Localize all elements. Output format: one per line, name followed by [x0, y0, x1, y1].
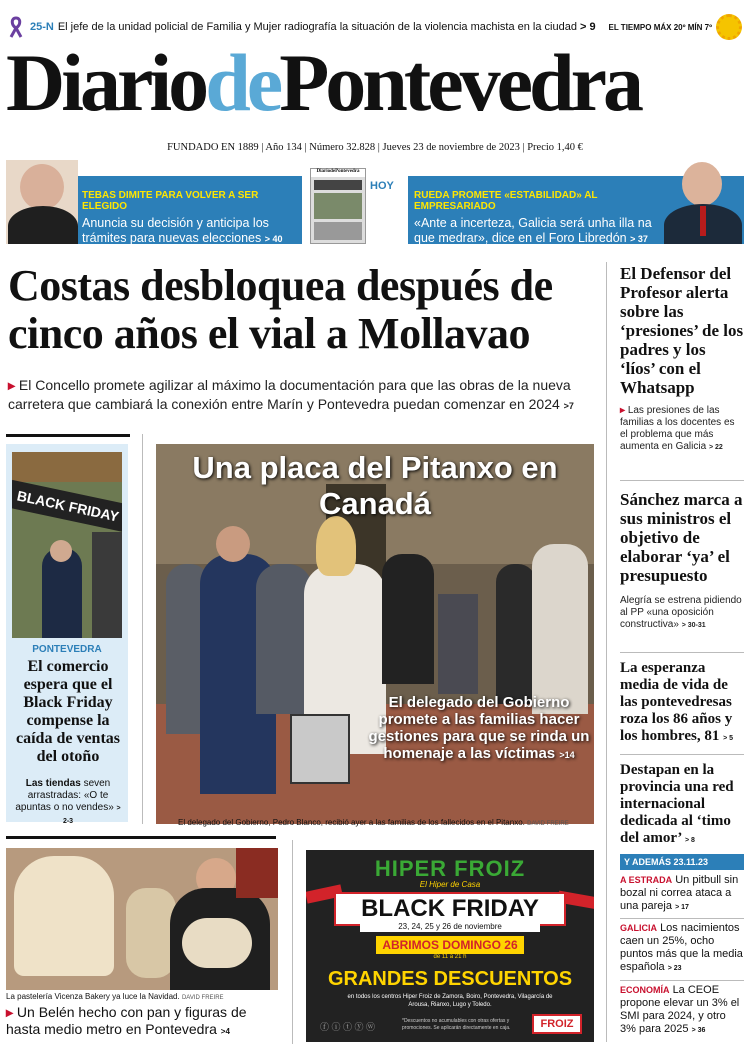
- belen-caption: [6, 992, 278, 1001]
- right-story-2[interactable]: [620, 490, 744, 632]
- ademas-item-3-text: La CEOE propone elevar un 3% el SMI para 2024, y otro 3% para 2025: [620, 984, 740, 1035]
- divider: [620, 980, 744, 981]
- belen-head: Un Belén hecho con pan y figuras de hasta medio metro en Pontevedra: [6, 1004, 247, 1037]
- right-story-3[interactable]: [620, 660, 744, 747]
- ademas-item-2-page: > 23: [667, 965, 682, 972]
- ad-logo: FROIZ: [532, 1014, 582, 1034]
- blackfriday-head: El comercio espera que el Black Friday compense la caída de ventas del otoño: [16, 658, 120, 765]
- masthead-part3: Pontevedra: [279, 37, 640, 128]
- bullet-arrow-icon: ▸: [620, 405, 626, 416]
- teaser-text: El jefe de la unidad policial de Familia y Mujer radiografía la situación de la violencia machista en la ciudad: [57, 21, 577, 33]
- masthead-logo[interactable]: [6, 36, 746, 146]
- column-divider: [606, 262, 607, 1042]
- ad-brand: HIPER FROIZ: [374, 856, 526, 881]
- promo-right-page: > 37: [630, 234, 648, 244]
- bullet-arrow-icon: ▸: [6, 1004, 14, 1020]
- section-rule: [6, 434, 130, 437]
- right-story-1-head: El Defensor del Profesor alerta sobre las ‘presiones’ de los padres y los ‘líos’ con el Whatsapp: [620, 264, 744, 397]
- belen-headline[interactable]: [6, 1004, 278, 1040]
- teaser-page: > 9: [580, 21, 596, 33]
- right-story-2-sub: Alegría se estrena pidiendo al PP «una oposición constructiva»: [620, 595, 742, 630]
- ad-big: GRANDES DESCUENTOS: [327, 968, 573, 990]
- blackfriday-sub-bold: Las tiendas: [25, 778, 81, 789]
- divider: [620, 652, 744, 653]
- social-icons: ⓕ ⓘ ⓣ ⓨ ⓦ: [320, 1022, 376, 1032]
- promo-right-kicker: RUEDA PROMETE «ESTABILIDAD» AL EMPRESARIADO: [414, 190, 598, 212]
- ademas-item-2-kicker: GALICIA: [620, 923, 657, 933]
- right-story-3-page: > 5: [723, 735, 734, 742]
- right-story-3-head: La esperanza media de vida de las pontevedresas roza los 86 años y los hombres, 81: [620, 660, 733, 744]
- masthead-part2: de: [205, 37, 280, 128]
- pitanxo-caption-text: El delegado del Gobierno, Pedro Blanco, recibió ayer a las familias de los fallecidos en el Pitanxo.: [178, 818, 525, 827]
- ademas-item-3-kicker: ECONOMÍA: [620, 985, 670, 995]
- hoy-label: HOY: [370, 180, 394, 192]
- bullet-arrow-icon: ▸: [8, 377, 16, 393]
- column-divider: [292, 840, 293, 1044]
- belen-credit: DAVID FREIRE: [181, 995, 224, 1001]
- blackfriday-sub: seven arrastradas: «O te apuntas o no vendes»: [15, 778, 114, 813]
- shop-photo: [12, 452, 122, 638]
- teaser-tag: 25-N: [30, 21, 54, 33]
- ademas-item-1[interactable]: [620, 874, 744, 914]
- pitanxo-caption: [178, 818, 598, 827]
- promo-left-kicker: TEBAS DIMITE PARA VOLVER A SER ELEGIDO: [82, 190, 259, 212]
- right-story-1-sub: Las presiones de las familias a los docentes es el problema que más aumenta en Galicia: [620, 405, 735, 452]
- edition-info: FUNDADO EN 1889 | Año 134 | Número 32.828 | Jueves 23 de noviembre de 2023 | Precio 1,40 €: [167, 142, 583, 153]
- promo-right-text: «Ante a incerteza, Galicia será unha illa na que medrar», dice en el Foro Libredón: [414, 216, 652, 245]
- right-story-4[interactable]: [620, 762, 744, 849]
- pitanxo-page: >14: [559, 750, 575, 760]
- ademas-item-2-text: Los nacimientos caen un 25%, ocho puntos más que la media española: [620, 922, 743, 973]
- ademas-item-3-page: > 36: [691, 1027, 706, 1034]
- belen-photo[interactable]: [6, 848, 278, 990]
- ad-small: en todos los centros Hiper Froiz de Zamora, Boiro, Pontevedra, Vilagarcía de Arousa, Rianxo, Lugo y Toledo.: [347, 994, 553, 1008]
- promo-left-page: > 40: [264, 234, 283, 244]
- ad-title: BLACK FRIDAY: [334, 892, 566, 926]
- promo-left-text: Anuncia su decisión y anticipa los trámites para nuevas elecciones: [82, 216, 269, 245]
- ademas-item-1-kicker: A ESTRADA: [620, 875, 673, 885]
- weather-text: EL TIEMPO MÁX 20º MÍN 7º: [608, 22, 712, 32]
- main-deck-text: El Concello promete agilizar al máximo la documentación para que las obras de la nueva carretera que cambiará la conexión entre Marín y Pontevedra puedan comenzar en 2024: [8, 377, 571, 412]
- right-story-4-head: Destapan en la provincia una red internacional dedicada al ‘timo del amor’: [620, 762, 734, 846]
- ad-open: ABRIMOS DOMINGO 26: [376, 936, 524, 954]
- blackfriday-page: > 2-3: [62, 805, 121, 825]
- ademas-item-3[interactable]: [620, 984, 744, 1037]
- right-story-1[interactable]: [620, 264, 744, 454]
- today-edition-thumbnail[interactable]: DiariodePontevedra: [310, 168, 366, 244]
- belen-page: >4: [220, 1027, 230, 1036]
- pitanxo-overlay: El delegado del Gobierno promete a las familias hacer gestiones para que se rinda un homenaje a las víctimas: [368, 694, 590, 762]
- ad-footnote: *Descuentos no acumulables con otras ofertas y promociones. Se aplicarán directamente en caja.: [402, 1018, 511, 1031]
- ad-tagline: El Hiper de Casa: [419, 880, 481, 889]
- right-story-1-page: > 22: [708, 444, 723, 451]
- divider: [620, 754, 744, 755]
- column-divider: [142, 434, 143, 824]
- tebas-photo: [6, 160, 78, 244]
- promo-right[interactable]: [408, 176, 744, 244]
- main-headline[interactable]: Costas desbloquea después de cinco años el vial a Mollavao: [8, 261, 553, 358]
- right-story-2-head: Sánchez marca a sus ministros el objetivo de elaborar ‘ya’ el presupuesto: [620, 490, 743, 585]
- blackfriday-kicker: PONTEVEDRA: [32, 644, 102, 655]
- belen-caption-text: La pastelería Vicenza Bakery ya luce la Navidad.: [6, 992, 180, 1001]
- pitanxo-headline: Una placa del Pitanxo en Canadá: [192, 450, 558, 521]
- ad-dates: 23, 24, 25 y 26 de noviembre: [360, 922, 540, 932]
- right-story-4-page: > 8: [684, 837, 695, 844]
- ademas-item-1-text: Un pitbull sin bozal ni correa ataca a una pareja: [620, 874, 739, 912]
- ad-hours: de 11 a 21 h: [433, 954, 467, 960]
- blackfriday-sign: BLACK FRIDAY: [12, 480, 122, 532]
- pitanxo-photo[interactable]: [156, 444, 594, 824]
- ademas-header: Y ADEMÁS 23.11.23: [620, 854, 744, 870]
- awareness-ribbon-icon: [8, 16, 24, 38]
- top-teaser-bar[interactable]: [8, 16, 742, 38]
- main-deck-page: >7: [563, 401, 574, 411]
- froiz-ad[interactable]: [306, 850, 594, 1042]
- section-rule: [6, 836, 276, 839]
- divider: [620, 918, 744, 919]
- masthead-part1: Diario: [6, 37, 206, 128]
- ademas-item-2[interactable]: [620, 922, 744, 975]
- main-deck: [8, 376, 598, 416]
- ademas-item-1-page: > 17: [675, 904, 689, 911]
- promo-left[interactable]: [6, 176, 302, 244]
- right-story-2-page: > 30-31: [681, 622, 706, 629]
- rueda-photo: [658, 160, 744, 244]
- divider: [620, 480, 744, 481]
- blackfriday-story[interactable]: [6, 444, 128, 825]
- pitanxo-credit: DAVID FREIRE: [527, 821, 569, 827]
